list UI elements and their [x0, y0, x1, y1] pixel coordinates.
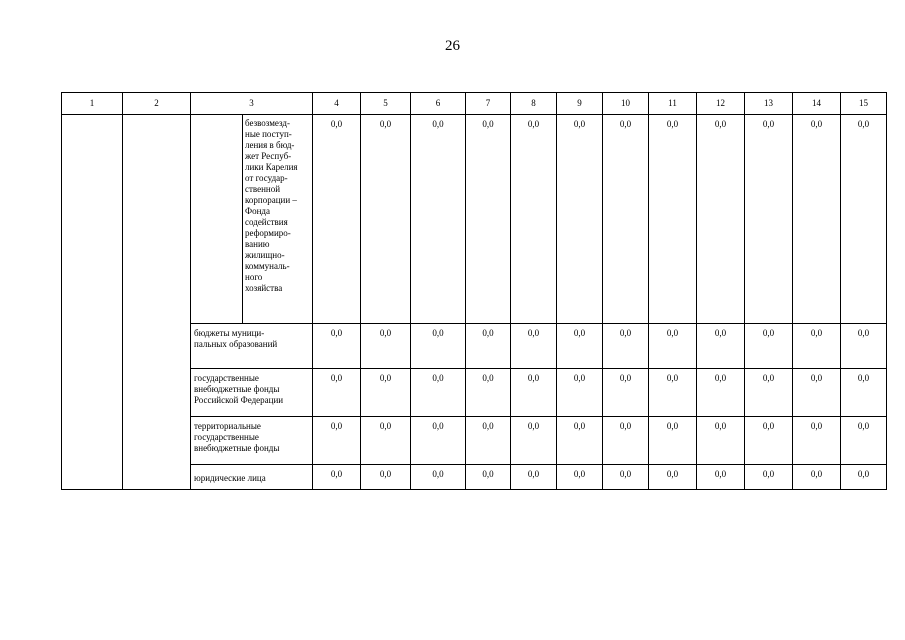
header-cell-col-11: 11 [649, 93, 697, 115]
value-cell: 0,0 [411, 369, 466, 417]
value-cell: 0,0 [511, 417, 557, 465]
header-cell-col-10: 10 [603, 93, 649, 115]
value-cell: 0,0 [841, 465, 887, 490]
value-cell: 0,0 [793, 417, 841, 465]
header-cell-col-5: 5 [361, 93, 411, 115]
value-cell: 0,0 [745, 324, 793, 369]
value-cell: 0,0 [649, 324, 697, 369]
value-cell: 0,0 [313, 115, 361, 324]
row-label: территориальные государственные внебюджетные фонды [191, 417, 313, 465]
value-cell: 0,0 [649, 417, 697, 465]
value-cell: 0,0 [313, 369, 361, 417]
header-cell-col-8: 8 [511, 93, 557, 115]
header-cell-col-6: 6 [411, 93, 466, 115]
value-cell: 0,0 [649, 115, 697, 324]
value-cell: 0,0 [697, 417, 745, 465]
value-cell: 0,0 [361, 115, 411, 324]
value-cell: 0,0 [697, 115, 745, 324]
value-cell: 0,0 [361, 417, 411, 465]
value-cell: 0,0 [313, 465, 361, 490]
value-cell: 0,0 [603, 324, 649, 369]
row-label: безвозмезд- ные поступ- ления в бюд- жет Респуб- лики Карелия от государ- ственной корпорации – Фонда содействия реформиро- ванию жилищно- коммуналь- ного хозяйства [243, 115, 313, 324]
value-cell: 0,0 [361, 369, 411, 417]
value-cell: 0,0 [649, 465, 697, 490]
header-cell-col-15: 15 [841, 93, 887, 115]
value-cell: 0,0 [793, 324, 841, 369]
header-cell-col-7: 7 [466, 93, 511, 115]
value-cell: 0,0 [313, 417, 361, 465]
header-cell-col-13: 13 [745, 93, 793, 115]
value-cell: 0,0 [361, 324, 411, 369]
value-cell: 0,0 [557, 465, 603, 490]
value-cell: 0,0 [557, 115, 603, 324]
value-cell: 0,0 [649, 369, 697, 417]
value-cell: 0,0 [361, 465, 411, 490]
value-cell: 0,0 [466, 417, 511, 465]
value-cell: 0,0 [466, 465, 511, 490]
value-cell: 0,0 [603, 115, 649, 324]
value-cell: 0,0 [841, 115, 887, 324]
value-cell: 0,0 [697, 465, 745, 490]
value-cell: 0,0 [411, 417, 466, 465]
value-cell: 0,0 [745, 465, 793, 490]
value-cell: 0,0 [841, 369, 887, 417]
value-cell: 0,0 [466, 369, 511, 417]
value-cell: 0,0 [793, 115, 841, 324]
value-cell: 0,0 [411, 115, 466, 324]
header-cell-col-3: 3 [191, 93, 313, 115]
indent-cell [191, 115, 243, 324]
value-cell: 0,0 [603, 369, 649, 417]
header-cell-col-14: 14 [793, 93, 841, 115]
value-cell: 0,0 [745, 115, 793, 324]
value-cell: 0,0 [697, 369, 745, 417]
value-cell: 0,0 [466, 324, 511, 369]
page-number: 26 [445, 38, 460, 54]
value-cell: 0,0 [511, 465, 557, 490]
row-label: государственные внебюджетные фонды Российской Федерации [191, 369, 313, 417]
value-cell: 0,0 [697, 324, 745, 369]
value-cell: 0,0 [745, 369, 793, 417]
value-cell: 0,0 [557, 369, 603, 417]
header-cell-col-9: 9 [557, 93, 603, 115]
value-cell: 0,0 [841, 417, 887, 465]
value-cell: 0,0 [841, 324, 887, 369]
value-cell: 0,0 [793, 369, 841, 417]
value-cell: 0,0 [603, 417, 649, 465]
value-cell: 0,0 [793, 465, 841, 490]
value-cell: 0,0 [511, 115, 557, 324]
row-label: бюджеты муници- пальных образований [191, 324, 313, 369]
value-cell: 0,0 [411, 324, 466, 369]
value-cell: 0,0 [745, 417, 793, 465]
header-cell-col-4: 4 [313, 93, 361, 115]
budget-table [61, 92, 887, 490]
value-cell: 0,0 [557, 417, 603, 465]
header-cell-col-2: 2 [123, 93, 191, 115]
header-cell-col-12: 12 [697, 93, 745, 115]
value-cell: 0,0 [557, 324, 603, 369]
value-cell: 0,0 [411, 465, 466, 490]
empty-cell-col-2 [123, 115, 191, 490]
value-cell: 0,0 [511, 369, 557, 417]
header-cell-col-1: 1 [62, 93, 123, 115]
empty-cell-col-1 [62, 115, 123, 490]
value-cell: 0,0 [603, 465, 649, 490]
row-label: юридические лица [191, 465, 313, 490]
value-cell: 0,0 [313, 324, 361, 369]
value-cell: 0,0 [511, 324, 557, 369]
value-cell: 0,0 [466, 115, 511, 324]
